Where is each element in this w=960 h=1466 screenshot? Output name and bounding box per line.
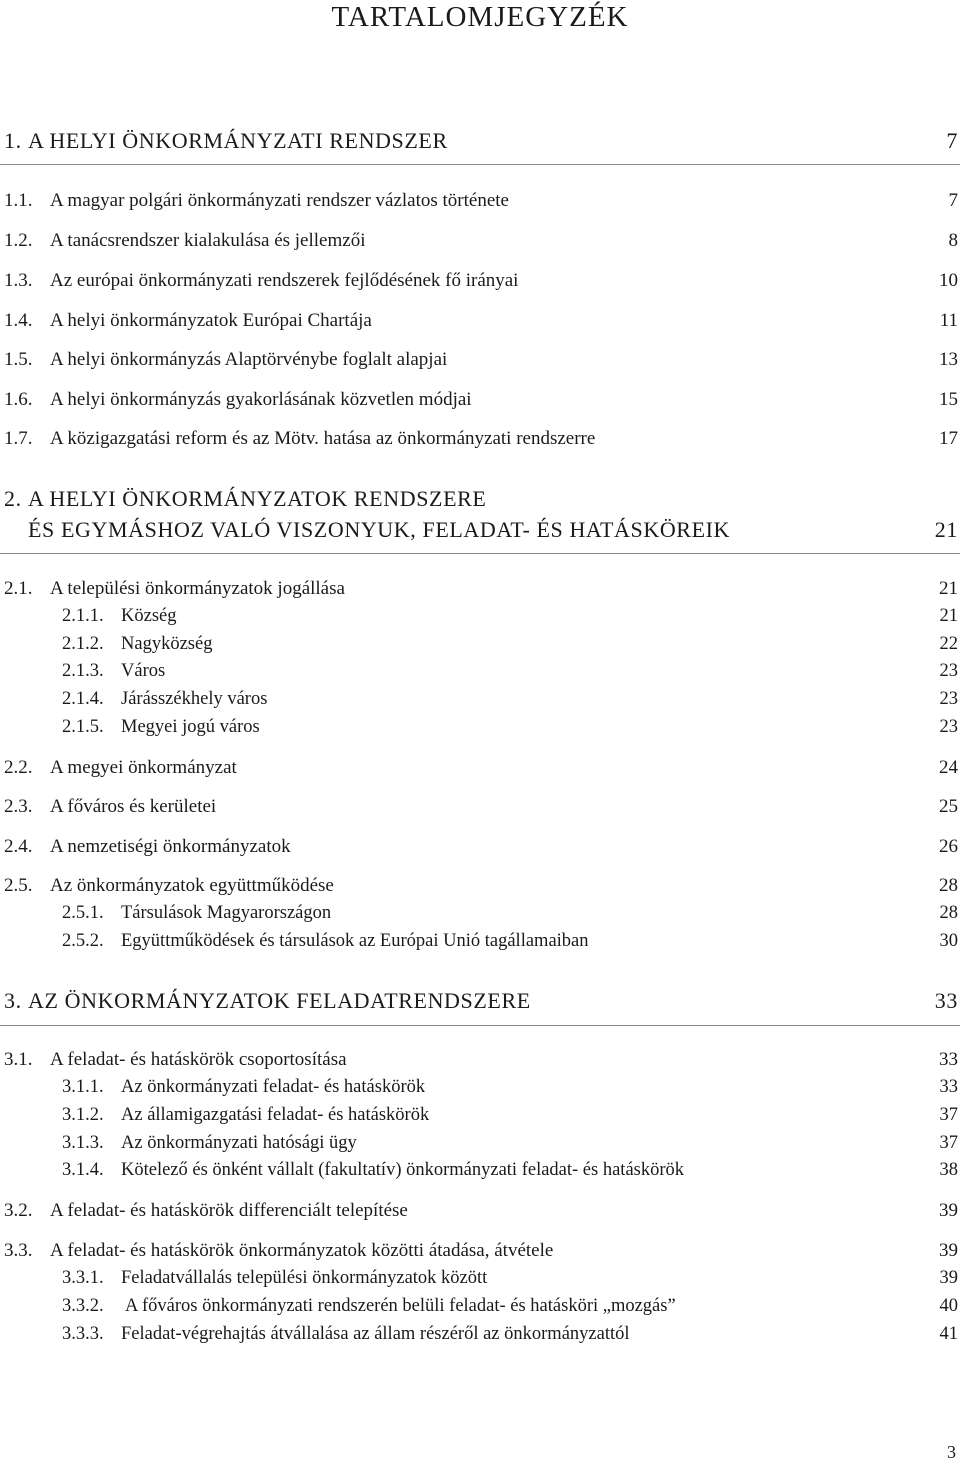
entry-title: A megyei önkormányzat xyxy=(50,757,237,778)
subentry-title: Társulások Magyarországon xyxy=(121,903,332,923)
subentry-page: 30 xyxy=(939,931,958,951)
chapter-divider xyxy=(0,164,960,165)
entry-title: A települési önkormányzatok jogállása xyxy=(50,578,345,599)
subentry-page: 39 xyxy=(939,1268,958,1288)
subentry-title: Nagyközség xyxy=(121,634,213,654)
subentry-title: Város xyxy=(121,661,166,681)
subentry-number: 3.1.2. xyxy=(62,1105,104,1125)
subentry-number: 3.3.1. xyxy=(62,1268,104,1288)
entry-title: Az önkormányzatok együttműködése xyxy=(50,875,334,896)
entry-title: A nemzetiségi önkormányzatok xyxy=(50,836,291,857)
subentry-title: Az államigazgatási feladat- és hatáskörök xyxy=(121,1105,430,1125)
entry-page: 28 xyxy=(939,875,958,896)
subentry-page: 33 xyxy=(939,1077,958,1097)
entry-page: 25 xyxy=(939,796,958,817)
entry-page: 10 xyxy=(939,270,958,291)
entry-title: A feladat- és hatáskörök differenciált telepítése xyxy=(50,1200,408,1221)
chapter-divider xyxy=(0,553,960,554)
page-number: 3 xyxy=(947,1442,956,1462)
subentry-title: Megyei jogú város xyxy=(121,717,260,737)
entry-number: 2.2. xyxy=(4,757,33,778)
subentry-page: 28 xyxy=(939,903,958,923)
entry-number: 2.4. xyxy=(4,836,33,857)
subentry-number: 2.1.3. xyxy=(62,661,104,681)
entry-page: 8 xyxy=(948,230,958,251)
chapter-title: A HELYI ÖNKORMÁNYZATI RENDSZER xyxy=(28,128,448,153)
subentry-page: 41 xyxy=(939,1324,958,1344)
subentry-page: 23 xyxy=(939,717,958,737)
entry-title: A helyi önkormányzás gyakorlásának közvetlen módjai xyxy=(50,389,472,410)
entry-number: 2.3. xyxy=(4,796,33,817)
subentry-page: 40 xyxy=(939,1296,958,1316)
subentry-number: 2.1.2. xyxy=(62,634,104,654)
entry-page: 21 xyxy=(939,578,958,599)
entry-number: 1.1. xyxy=(4,190,33,211)
subentry-page: 23 xyxy=(939,661,958,681)
subentry-title: Község xyxy=(121,606,177,626)
subentry-number: 3.3.3. xyxy=(62,1324,104,1344)
entry-number: 1.2. xyxy=(4,230,33,251)
entry-title: A feladat- és hatáskörök csoportosítása xyxy=(50,1049,347,1070)
page-title: TARTALOMJEGYZÉK xyxy=(331,1,629,33)
subentry-title: Az önkormányzati feladat- és hatáskörök xyxy=(121,1077,426,1097)
subentry-number: 3.1.4. xyxy=(62,1160,104,1180)
entry-title: A magyar polgári önkormányzati rendszer vázlatos története xyxy=(50,190,509,211)
chapter-title-line-2: ÉS EGYMÁSHOZ VALÓ VISZONYUK, FELADAT- ÉS HATÁSKÖREIK xyxy=(28,517,731,542)
subentry-title: Feladatvállalás települési önkormányzatok között xyxy=(121,1268,488,1288)
entry-page: 7 xyxy=(948,190,958,211)
subentry-title: Járásszékhely város xyxy=(121,689,268,709)
entry-number: 1.6. xyxy=(4,389,33,410)
chapter-page: 7 xyxy=(946,128,958,153)
entry-number: 1.3. xyxy=(4,270,33,291)
subentry-page: 21 xyxy=(939,606,958,626)
chapter-page: 33 xyxy=(934,988,958,1013)
subentry-title: Együttműködések és társulások az Európai Unió tagállamaiban xyxy=(121,931,589,951)
entry-page: 24 xyxy=(939,757,958,778)
entry-title: A tanácsrendszer kialakulása és jellemzői xyxy=(50,230,366,251)
subentry-number: 2.1.4. xyxy=(62,689,104,709)
subentry-page: 23 xyxy=(939,689,958,709)
entry-title: A főváros és kerületei xyxy=(50,796,217,817)
entry-number: 1.5. xyxy=(4,349,33,370)
subentry-number: 3.1.3. xyxy=(62,1133,104,1153)
entry-page: 26 xyxy=(939,836,958,857)
entry-number: 1.4. xyxy=(4,310,33,331)
entry-page: 13 xyxy=(939,349,958,370)
entry-page: 33 xyxy=(939,1049,958,1070)
chapter-number: 3. xyxy=(4,988,22,1013)
subentry-title: Az önkormányzati hatósági ügy xyxy=(121,1133,357,1153)
chapter-number: 1. xyxy=(4,128,22,153)
subentry-number: 2.1.5. xyxy=(62,717,104,737)
subentry-number: 2.1.1. xyxy=(62,606,104,626)
entry-title: Az európai önkormányzati rendszerek fejlődésének fő irányai xyxy=(50,270,519,291)
entry-page: 39 xyxy=(939,1200,958,1221)
subentry-title: Feladat-végrehajtás átvállalása az állam részéről az önkormányzattól xyxy=(121,1324,630,1344)
entry-number: 3.1. xyxy=(4,1049,33,1070)
entry-number: 2.5. xyxy=(4,875,33,896)
entry-title: A feladat- és hatáskörök önkormányzatok közötti átadása, átvétele xyxy=(50,1240,554,1261)
chapter-title: AZ ÖNKORMÁNYZATOK FELADATRENDSZERE xyxy=(28,988,531,1013)
subentry-title: Kötelező és önként vállalt (fakultatív) önkormányzati feladat- és hatáskörök xyxy=(121,1160,685,1180)
subentry-number: 2.5.1. xyxy=(62,903,104,923)
entry-number: 3.3. xyxy=(4,1240,33,1261)
subentry-number: 3.3.2. xyxy=(62,1296,104,1316)
entry-page: 17 xyxy=(939,428,958,449)
entry-number: 3.2. xyxy=(4,1200,33,1221)
subentry-number: 3.1.1. xyxy=(62,1077,104,1097)
entry-title: A helyi önkormányzatok Európai Chartája xyxy=(50,310,372,331)
chapter-divider xyxy=(0,1025,960,1026)
subentry-page: 38 xyxy=(939,1160,958,1180)
subentry-number: 2.5.2. xyxy=(62,931,104,951)
chapter-number: 2. xyxy=(4,486,22,511)
subentry-page: 37 xyxy=(939,1133,958,1153)
chapter-page: 21 xyxy=(934,517,958,542)
subentry-page: 22 xyxy=(939,634,958,654)
subentry-title: A főváros önkormányzati rendszerén belüli feladat- és hatásköri „mozgás” xyxy=(125,1296,676,1316)
entry-page: 15 xyxy=(939,389,958,410)
entry-title: A helyi önkormányzás Alaptörvénybe foglalt alapjai xyxy=(50,349,448,370)
entry-number: 1.7. xyxy=(4,428,33,449)
entry-number: 2.1. xyxy=(4,578,33,599)
subentry-page: 37 xyxy=(939,1105,958,1125)
entry-title: A közigazgatási reform és az Mötv. hatása az önkormányzati rendszerre xyxy=(50,428,596,449)
entry-page: 39 xyxy=(939,1240,958,1261)
entry-page: 11 xyxy=(939,310,958,331)
chapter-title-line-1: A HELYI ÖNKORMÁNYZATOK RENDSZERE xyxy=(28,486,487,511)
